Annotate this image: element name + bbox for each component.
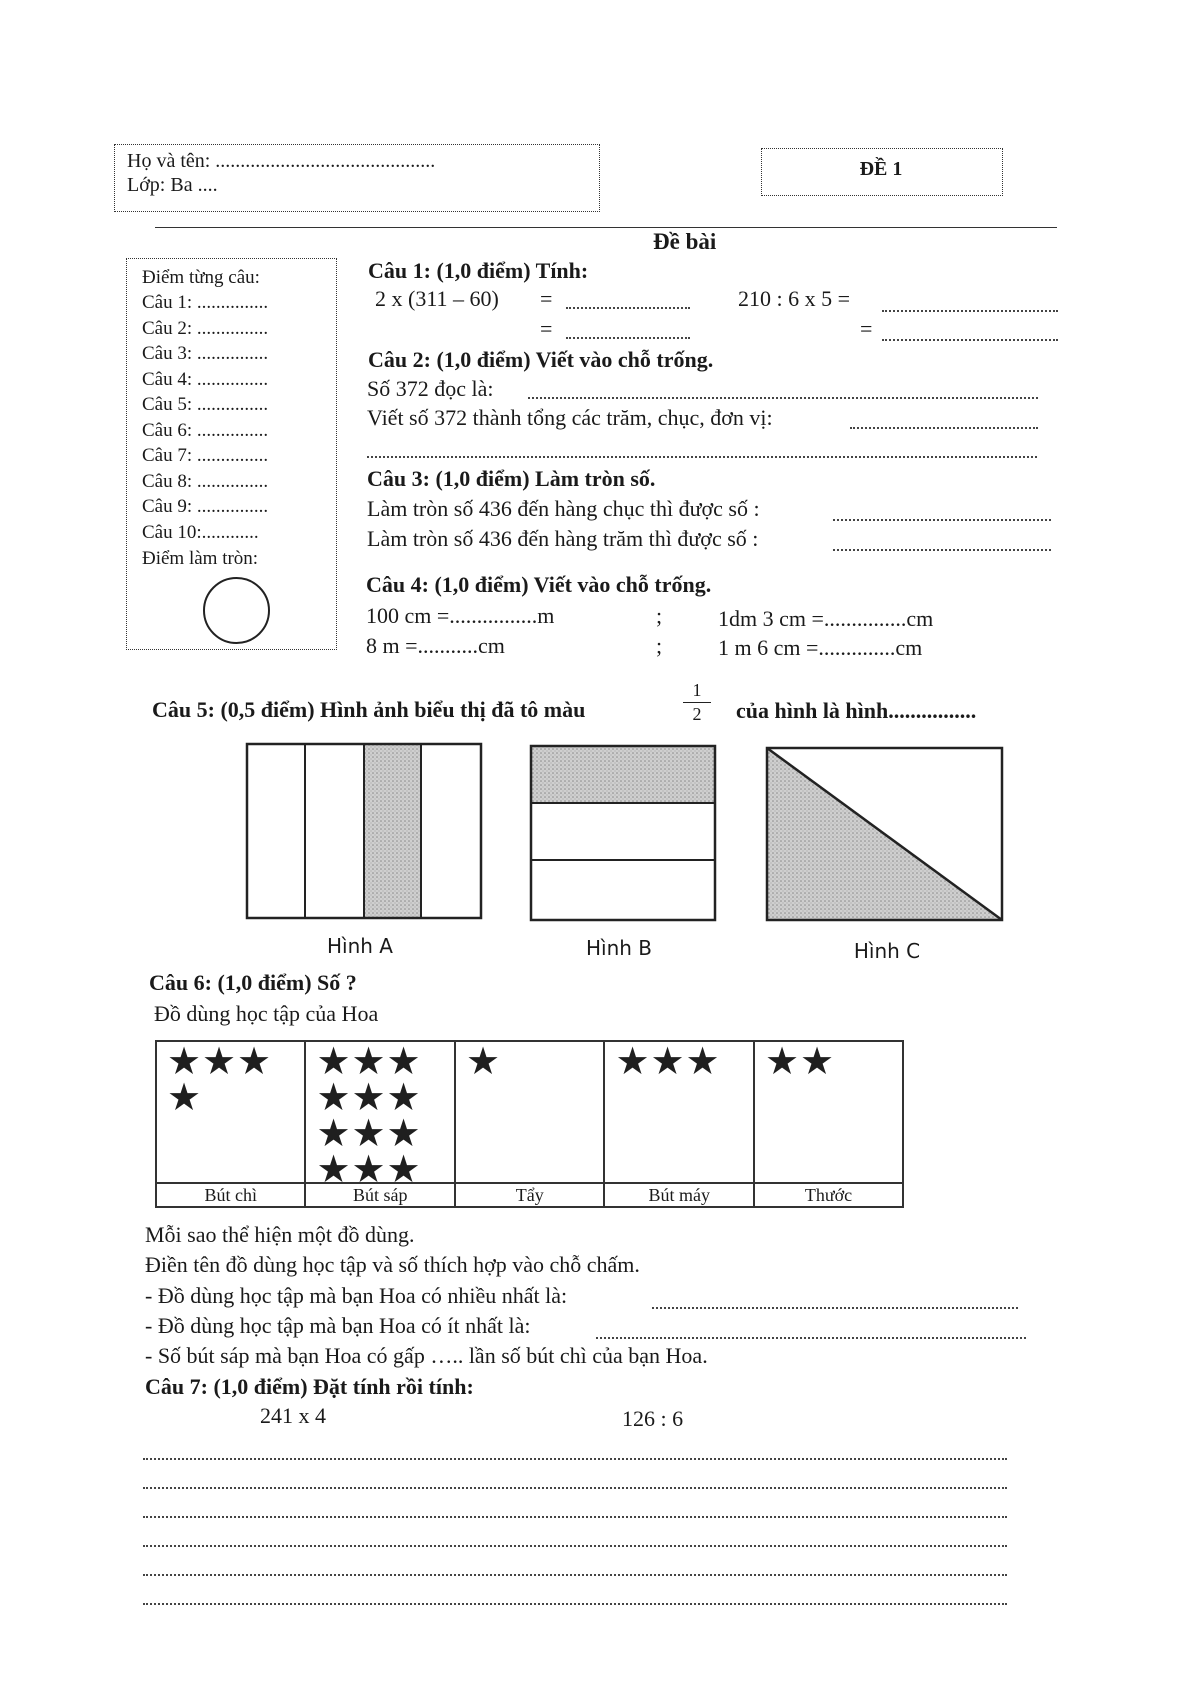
q4-d[interactable]: 1 m 6 cm =..............cm (718, 635, 923, 660)
score-row-9[interactable]: Câu 9: ............... (142, 496, 269, 517)
q4-b[interactable]: 1dm 3 cm =...............cm (718, 606, 934, 631)
q1-eq-b2: = (860, 316, 873, 341)
q3-line2: Làm tròn số 436 đến hàng trăm thì được số : (367, 526, 759, 551)
q1-expr-a: 2 x (311 – 60) (375, 286, 499, 311)
star-icon: ★ (650, 1039, 685, 1083)
star-cell-4 (754, 1041, 903, 1183)
score-row-7[interactable]: Câu 7: ............... (142, 445, 269, 466)
star-icon: ★ (167, 1075, 202, 1119)
q4-sep2: ; (656, 633, 663, 658)
pictograph-label-row (156, 1183, 903, 1207)
star-icon: ★ (615, 1039, 650, 1083)
score-row-1[interactable]: Câu 1: ............... (142, 292, 269, 313)
q6-heading: Câu 6: (1,0 điểm) Số ? (149, 970, 357, 995)
q7-work-line[interactable] (143, 1574, 1007, 1576)
q7-work-line[interactable] (143, 1545, 1007, 1547)
figure-a[interactable] (247, 744, 481, 918)
item-label-0: Bút chì (156, 1183, 305, 1207)
item-label-3: Bút máy (604, 1183, 754, 1207)
star-icon: ★ (800, 1039, 835, 1083)
star-icon: ★ (465, 1039, 501, 1083)
figure-b[interactable] (531, 746, 715, 920)
figure-b-label: Hình B (585, 936, 653, 960)
student-class-field[interactable]: Lớp: Ba .... (127, 174, 218, 196)
score-row-3[interactable]: Câu 3: ............... (142, 343, 269, 364)
q7-heading: Câu 7: (1,0 điểm) Đặt tính rồi tính: (145, 1374, 474, 1399)
q7-work-line[interactable] (143, 1487, 1007, 1489)
q2-heading: Câu 2: (1,0 điểm) Viết vào chỗ trống. (368, 347, 714, 372)
star-icon: ★ (351, 1075, 386, 1119)
star-icon: ★ (316, 1147, 351, 1191)
q4-c[interactable]: 8 m =...........cm (366, 633, 505, 658)
exam-code: ĐỀ 1 (859, 158, 903, 180)
q6-line1: - Đồ dùng học tập mà bạn Hoa có nhiều nhất là: (145, 1283, 568, 1308)
star-icon: ★ (351, 1039, 386, 1083)
star-cell-3 (604, 1041, 754, 1183)
q5-fraction-numerator: 1 (692, 680, 702, 700)
figure-c-label: Hình C (853, 939, 921, 963)
q6-line2: - Đồ dùng học tập mà bạn Hoa có ít nhất là: (145, 1313, 531, 1338)
star-icon: ★ (386, 1111, 421, 1155)
score-row-6[interactable]: Câu 6: ............... (142, 419, 269, 441)
q7-work-line[interactable] (143, 1516, 1007, 1518)
q7-expr-b: 126 : 6 (622, 1406, 684, 1431)
star-icon: ★ (386, 1147, 421, 1191)
item-label-4: Thước (754, 1183, 903, 1207)
score-row-10[interactable]: Câu 10:............ (142, 521, 259, 543)
rounded-score-label: Điểm làm tròn: (142, 548, 259, 569)
score-row-5[interactable]: Câu 5: ............... (142, 394, 269, 415)
item-label-2: Tẩy (455, 1183, 605, 1207)
star-icon: ★ (765, 1039, 800, 1083)
figure-c[interactable] (767, 748, 1002, 920)
q6-subtitle: Đồ dùng học tập của Hoa (154, 1001, 379, 1026)
q4-sep1: ; (656, 603, 663, 628)
score-heading: Điểm từng câu: (142, 267, 260, 288)
q2-line1: Số 372 đọc là: (367, 376, 494, 401)
q7-work-line[interactable] (143, 1603, 1007, 1605)
q1-expr-b: 210 : 6 x 5 = (738, 286, 851, 311)
star-icon: ★ (351, 1111, 386, 1155)
item-label-1: Bút sáp (305, 1183, 454, 1207)
student-name-field[interactable]: Họ và tên: ............................................ (127, 150, 436, 172)
star-icon: ★ (202, 1039, 237, 1083)
q3-heading: Câu 3: (1,0 điểm) Làm tròn số. (367, 466, 656, 491)
q4-heading: Câu 4: (1,0 điểm) Viết vào chỗ trống. (366, 572, 712, 597)
q5-heading: Câu 5: (0,5 điểm) Hình ảnh biểu thị đã tô màu (152, 697, 586, 722)
q3-line1: Làm tròn số 436 đến hàng chục thì được số : (367, 496, 760, 521)
star-icon: ★ (685, 1039, 720, 1083)
star-cell-1 (305, 1039, 454, 1191)
star-cell-2 (455, 1041, 605, 1183)
score-row-4[interactable]: Câu 4: ............... (142, 368, 269, 390)
q5-fraction-denominator: 2 (692, 704, 702, 724)
star-icon: ★ (237, 1039, 272, 1083)
q1-eq-a2: = (540, 316, 553, 341)
q4-a[interactable]: 100 cm =................m (366, 603, 555, 628)
star-icon: ★ (386, 1039, 421, 1083)
star-icon: ★ (167, 1039, 202, 1083)
q6-note1: Mỗi sao thể hiện một đồ dùng. (145, 1222, 415, 1247)
q7-work-line[interactable] (143, 1458, 1007, 1460)
score-row-2[interactable]: Câu 2: ............... (142, 317, 269, 339)
score-row-8[interactable]: Câu 8: ............... (142, 470, 269, 492)
q5-tail: của hình là hình................ (736, 698, 977, 723)
star-cell-0 (156, 1041, 305, 1183)
q6-line3: - Số bút sáp mà bạn Hoa có gấp ….. lần số bút chì của bạn Hoa. (145, 1343, 708, 1368)
page-title: Đề bài (653, 229, 717, 254)
star-icon: ★ (316, 1039, 351, 1083)
pictograph (155, 1040, 904, 1208)
q1-heading: Câu 1: (1,0 điểm) Tính: (368, 258, 589, 283)
figure-a-label: Hình A (327, 934, 393, 958)
q7-expr-a: 241 x 4 (260, 1403, 326, 1428)
star-icon: ★ (316, 1111, 351, 1155)
q2-line2: Viết số 372 thành tổng các trăm, chục, đơn vị: (367, 405, 773, 430)
star-icon: ★ (386, 1075, 421, 1119)
q6-answer2[interactable] (596, 1337, 1026, 1339)
pictograph-stars-row (156, 1041, 903, 1183)
star-icon: ★ (316, 1075, 351, 1119)
q6-answer1[interactable] (652, 1307, 1018, 1309)
q1-eq-a1: = (540, 286, 553, 311)
q6-note2: Điền tên đồ dùng học tập và số thích hợp vào chỗ chấm. (145, 1252, 640, 1277)
star-icon: ★ (351, 1147, 386, 1191)
